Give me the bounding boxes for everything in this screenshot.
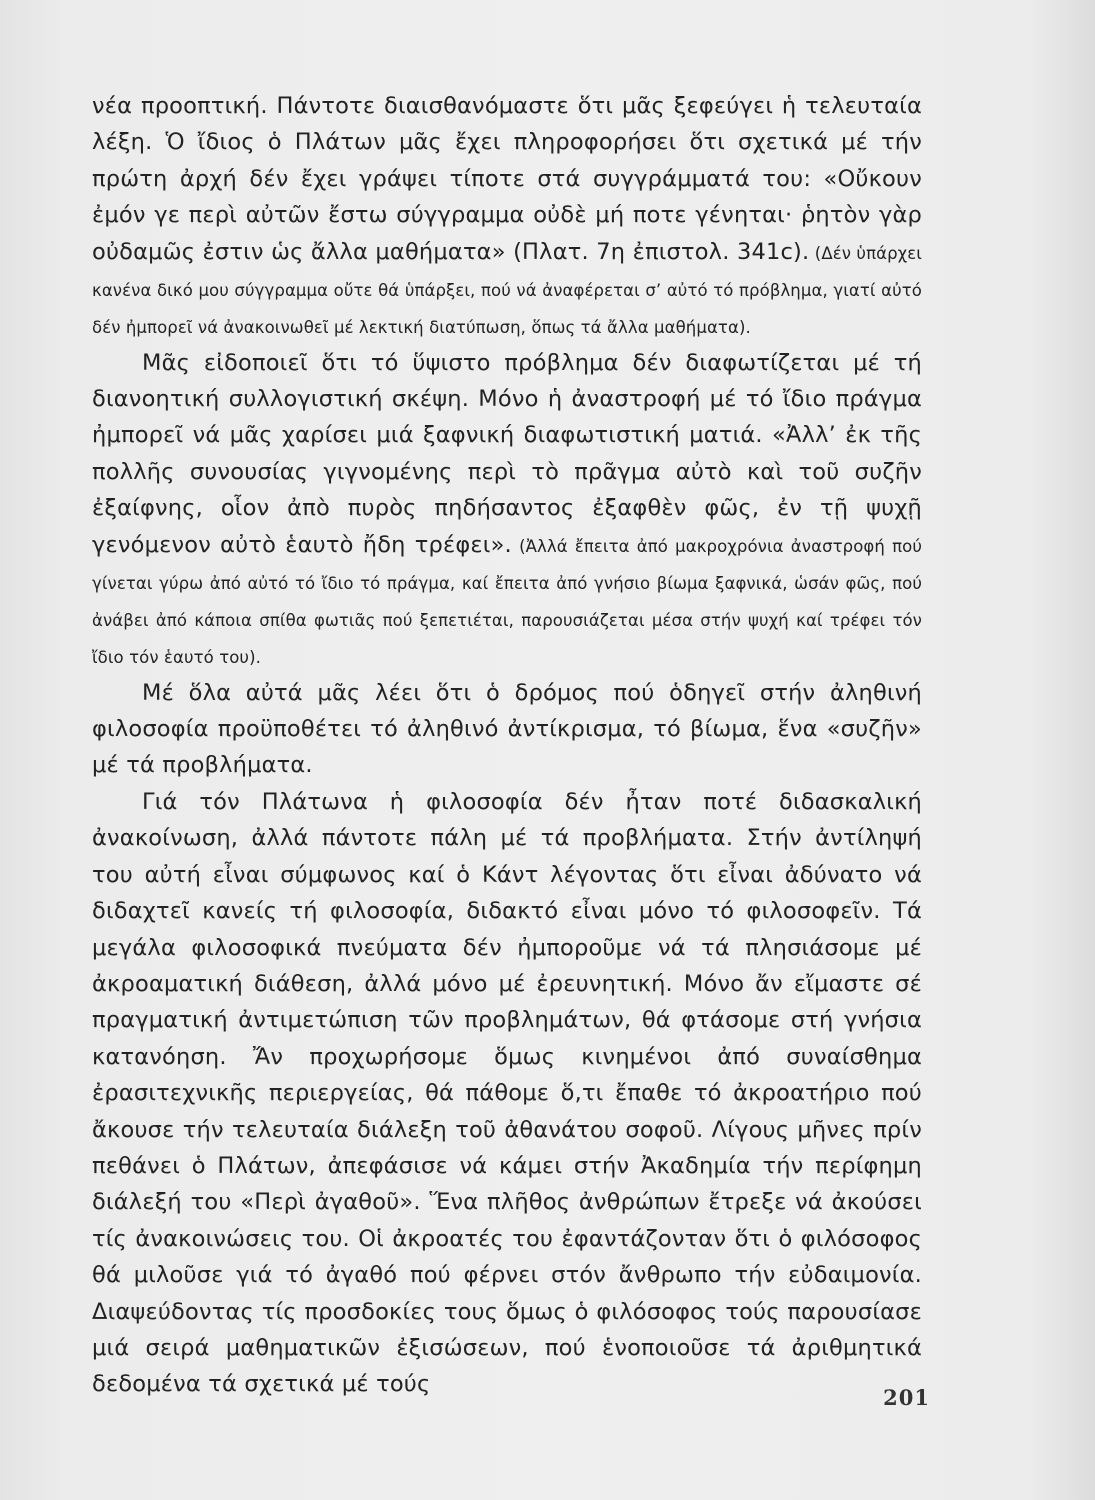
paragraph-1-main: νέα προοπτική. Πάντοτε διαισθανόμαστε ὅτι μᾶς ξεφεύγει ἡ τελευταία λέξη. Ὁ ἴδιος ὁ Πλάτων μᾶς ἔχει πληροφορήσει ὅτι σχετικά μέ τήν πρώτη ἀρχή δέν ἔχει γράψει τίποτε στά συγγράμματά του: «Οὔκουν ἐμόν γε περὶ αὐτῶν ἔστω σύγγραμμα οὐδὲ μή ποτε γένηται· ῥητὸν γὰρ οὐδαμῶς ἐστιν ὡς ἄλλα μαθήματα» (Πλατ. 7η ἐπιστολ. 341c). [92,93,922,265]
page-body-text [92,88,922,1403]
paragraph-1 [92,88,922,345]
paragraph-3 [92,675,922,784]
paragraph-4-main: Γιά τόν Πλάτωνα ἡ φιλοσοφία δέν ἦταν ποτέ διδασκαλική ἀνακοίνωση, ἀλλά πάντοτε πάλη μέ τά προβλήματα. Στήν ἀντίληψή του αὐτή εἶναι σύμφωνος καί ὁ Κάντ λέγοντας ὅτι εἶναι ἀδύνατο νά διδαχτεῖ κανείς τή φιλοσοφία, διδακτό εἶναι μόνο τό φιλοσοφεῖν. Τά μεγάλα φιλοσοφικά πνεύματα δέν ἠμποροῦμε νά τά πλησιάσομε μέ ἀκροαματική διάθεση, ἀλλά μόνο μέ ἐρευνητική. Μόνο ἄν εἴμαστε σέ πραγματική ἀντιμετώπιση τῶν προβλημάτων, θά φτάσομε στή γνήσια κατανόηση. Ἄν προχωρήσομε ὅμως κινημένοι ἀπό συναίσθημα ἐρασιτεχνικῆς περιεργείας, θά πάθομε ὅ,τι ἔπαθε τό ἀκροατήριο πού ἄκουσε τήν τελευταία διάλεξη τοῦ ἀθανάτου σοφοῦ. Λίγους μῆνες πρίν πεθάνει ὁ Πλάτων, ἀπεφάσισε νά κάμει στήν Ἀκαδημία τήν περίφημη διάλεξή του «Περὶ ἀγαθοῦ». Ἕνα πλῆθος ἀνθρώπων ἔτρεξε νά ἀκούσει τίς ἀνακοινώσεις του. Οἱ ἀκροατές του ἐφαντάζονταν ὅτι ὁ φιλόσοφος θά μιλοῦσε γιά τό ἀγαθό πού φέρνει στόν ἄνθρωπο τήν εὐδαιμονία. Διαψεύδοντας τίς προσδοκίες τους ὅμως ὁ φιλόσοφος τούς παρουσίασε μιά σειρά μαθηματικῶν ἐξισώσεων, πού ἑνοποιοῦσε τά ἀριθμητικά δεδομένα τά σχετικά μέ τούς [92,788,922,1398]
paragraph-2-translation-note: (Ἀλλά ἔπειτα ἀπό μακροχρόνια ἀναστροφή πού γίνεται γύρω ἀπό αὐτό τό ἴδιο τό πράγμα, καί ἔπειτα ἀπό γνήσιο βίωμα ξαφνικά, ὡσάν φῶς, πού ἀνάβει ἀπό κάποια σπίθα φωτιᾶς πού ξεπετιέται, παρουσιάζεται μέσα στήν ψυχή καί τρέφει τόν ἴδιο τόν ἑαυτό του). [92,536,923,667]
paragraph-2-main: Μᾶς εἰδοποιεῖ ὅτι τό ὕψιστο πρόβλημα δέν διαφωτίζεται μέ τή διανοητική συλλογιστική σκέψη. Μόνο ἡ ἀναστροφή μέ τό ἴδιο πράγμα ἠμπορεῖ νά μᾶς χαρίσει μιά ξαφνική διαφωτιστική ματιά. «Ἀλλ’ ἐκ τῆς πολλῆς συνουσίας γιγνομένης περὶ τὸ πρᾶγμα αὐτὸ καὶ τοῦ συζῆν ἐξαίφνης, οἷον ἀπὸ πυρὸς πηδήσαντος ἐξαφθὲν φῶς, ἐν τῇ ψυχῇ γενόμενον αὐτὸ ἑαυτὸ ἤδη τρέφει». [92,349,922,558]
paragraph-1-translation-note: (Δέν ὑπάρχει κανένα δικό μου σύγγραμμα οὔτε θά ὑπάρξει, πού νά ἀναφέρεται σ’ αὐτό τό πρόβλημα, γιατί αὐτό δέν ἠμπορεῖ νά ἀνακοινωθεῖ μέ λεκτική διατύπωση, ὅπως τά ἄλλα μαθήματα). [92,243,922,337]
paragraph-4 [92,784,922,1403]
paragraph-3-main: Μέ ὅλα αὐτά μᾶς λέει ὅτι ὁ δρόμος πού ὁδηγεῖ στήν ἀληθινή φιλοσοφία προϋποθέτει τό ἀληθινό ἀντίκρισμα, τό βίωμα, ἕνα «συζῆν» μέ τά προβλήματα. [92,679,922,779]
page-number: 201 [883,1385,930,1410]
paragraph-2 [92,345,922,675]
